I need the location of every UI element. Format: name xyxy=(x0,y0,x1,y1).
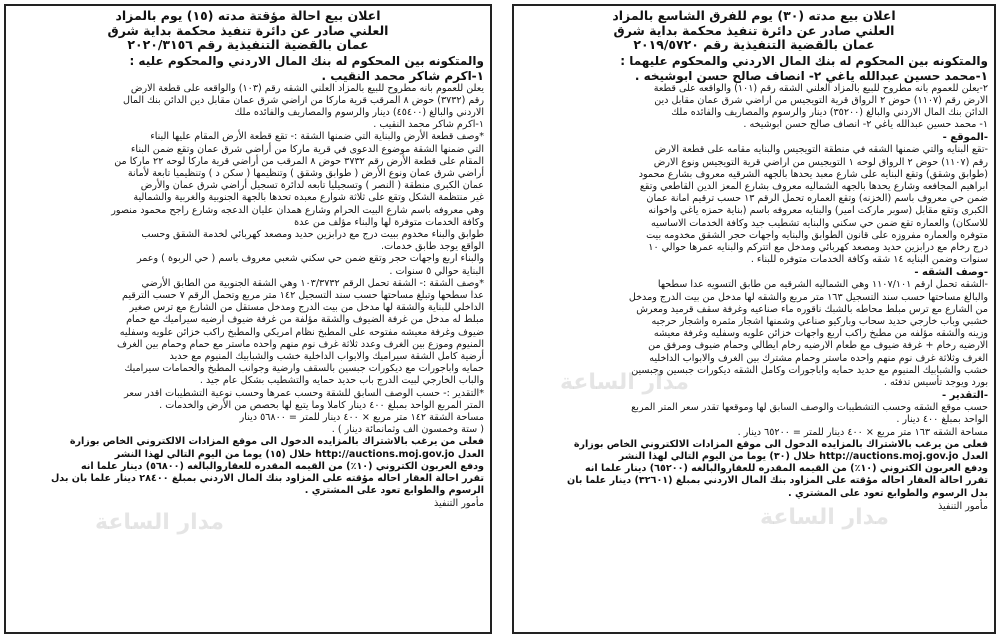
body-line: الدائن بنك المال الاردني والبالغ (٣٥٢٠٠) دينار والرسوم والمصاريف والفائده ملك xyxy=(671,106,988,118)
notice-title-line: العلني صادر عن دائرة تنفيذ محكمة بداية شرق xyxy=(107,22,389,38)
body-line: عدا سطحها وتبلغ مساحتها حسب سند التسجيل ١٤٢ متر مربع وتحمل الرقم ٧ حسب الترقيم xyxy=(122,289,484,301)
right-notice xyxy=(512,4,996,634)
body-line: -الشقه تحمل ارقم ١١٠٧/١٠١ وهي الشماليه الشرقيه من طابق التسويه عدا سطحها xyxy=(657,279,988,291)
closing-line: العدل http://auctions.moj.gov.jo خلال (٣٠) يوما من اليوم التالي لهذا النشر xyxy=(618,450,988,462)
body-line: *التقدير :- حسب الوصف السابق للشقة وحسب عمرها وحسب نوعية التشطيبات اقدر سعر xyxy=(124,387,484,399)
body-line: الكبرى وتقع مقابل (سوبر ماركت امير) والبنايه معروفه باسم (بناية حمزه ياغي واخوانه xyxy=(648,205,988,217)
notice-title-line: العلني صادر عن دائرة تنفيذ محكمة بداية شرق xyxy=(613,22,895,38)
body-line: خشبي وباب خارجي حديد سحاب وباركيو صناعي وشمنها اشجار مثمره واشجار حرجيه xyxy=(651,315,988,327)
closing-line: تقرر احالة العقار احاله مؤقته على المزاود بنك المال الاردني بمبلغ ٢٨٤٠٠ دينار علما بان بدل xyxy=(50,473,484,484)
body-line: الارضيه رخام + غرفة ضيوف مع طعام الارضيه رخام ايطالي وحمام ضيوف ومرفق من xyxy=(648,340,988,352)
body-line: حسب موقع الشقه وحسب التشطيبات والوصف السابق لها وموقعها تقدر سعر المتر المربع xyxy=(631,402,988,414)
parties-line: والمتكونه بين المحكوم له بنك المال الاردني والمحكوم عليه : xyxy=(129,53,484,68)
body-line: الداخلي للبناية والشقة لها مدخل من بيت الدرج ومدخل مستقل من الشارع مع ترس صغير xyxy=(129,302,484,314)
parties-names: ١-محمد حسين عبدالله ياغي ٢- انصاف صالح حسن ابوشيخه . xyxy=(634,68,988,83)
body-line: من الشارع مع ترس مبلط محاطه بالشبك ناقوره ماء صناعيه وغرفة سقف قرميد ومعرش xyxy=(636,303,988,315)
body-line: مساحة الشقه ١٦٣ متر مربع × ٤٠٠ دينار للمتر = ٦٥٢٠٠ دينار . xyxy=(737,426,988,438)
body-line: ضمن حي معروف باسم (الخزنه) وتقع العماره تحمل الرقم ١٣ حسب ترقيم امانة عمان xyxy=(646,193,988,205)
body-line: عمان الكبرى منطقة ( النصر ) وتسجيليا تابعه لدائرة تسجيل أراضي شرق عمان والأرض xyxy=(140,180,484,192)
body-line: *وصف الشقة :- الشقة تحمل الرقم ١٠٣/٣٧٣٢ وهي الشقة الجنوبية من الطابق الأرضي xyxy=(141,277,484,289)
notice-title-line: اعلان بيع مدته (٣٠) يوم للفرق الشاسع بالمزاد xyxy=(612,8,896,23)
body-line: ضيوف وغرفة معيشه مفتوحه على المطبخ نظام امريكي والمطبخ راكب خزائن علويه وسفليه xyxy=(119,326,484,338)
body-line: ابراهيم المجافعه وشارع يحدها بالجهه الشماليه معروف بشارع المعز الدين القاطعي وتقع xyxy=(639,180,988,192)
body-line: الاردني والبالغ (٤٥٤٠٠) دينار والرسوم والمصاريف والفائده ملك xyxy=(234,106,484,118)
left-notice xyxy=(4,4,492,634)
body-line: الواحد بمبلغ ٤٠٠ دينار . xyxy=(896,414,988,426)
body-line: للاسكان) والعماره تقع ضمن حي سكني والبنايه تشطيب جيد وكافة الخدمات الاساسيه xyxy=(651,217,988,229)
parties-line: والمتكونه بين المحكوم له بنك المال الاردني والمحكوم عليهما : xyxy=(620,53,988,68)
body-line: درج رخام مع درابزين حديد ومصعد كهربائي ومدخل مع اتتركم والبنايه عمرها حوالي ١٠ xyxy=(648,241,988,253)
body-line: خشب والشبابيك المنيوم مع حديد حمايه واباجورات وكامل الشقه ديكورات جبسين وجبسين xyxy=(631,364,988,376)
body-line: المتر المربع الواحد بمبلغ ٤٠٠ دينار كاملا وما يتبع لها بحصص من الأرض والخدمات . xyxy=(159,399,484,411)
closing-line: الرسوم والطوابع تعود على المشتري . xyxy=(304,485,484,497)
body-line: وهي معروفه باسم شارع البيت الحرام وشارع همدان عليان الدعجه وشارع راجح محمود منصور xyxy=(111,204,484,216)
closing-line: تقرر احالة العقار احاله مؤقته على المزاود بنك المال الاردني بمبلغ (٣٢٦٠١) دينار علما بان xyxy=(567,475,988,487)
body-line: بورد ويوجد تأسيس تدفئه . xyxy=(883,376,988,388)
body-line: الارض رقم (١١٠٧) حوض ٢ الرواق قرية التويجيس من اراضي شرق عمان مقابل دين xyxy=(654,94,988,106)
body-line: والبناء اربع واجهات حجر وتقع ضمن حي سكني شعبي معروف باسم ( حي الربوة ) وعمر xyxy=(136,253,484,265)
notice-title-line: عمان بالقضية التنفيذية رقم ٢٠١٩/٥٧٢٠ xyxy=(633,37,875,52)
body-line: المنيوم وموزع بين الغرف وعدد ثلاثة غرف نوم منهم واحده ماستر مع حمام وحمام بين الغرف xyxy=(117,338,484,350)
watermark: مدار الساعة xyxy=(760,505,890,530)
closing-line: فعلى من يرغب بالاشتراك بالمزايده الدخول الى موقع المزادات الالكتروني الخاص بوزارة xyxy=(573,438,988,450)
body-line: متوفره والعماره مفروزه على قانون الطوابق والبنايه واجهات حجر الشقق مخدومه بيت xyxy=(646,229,988,241)
notice-title-line: اعلان بيع احالة مؤقتة مدته (١٥) يوم بالمزاد xyxy=(115,8,381,23)
body-line: وكافة الخدمات متوفرة لها والبناء مؤلف من عدة xyxy=(294,216,484,228)
watermark: مدار الساعة xyxy=(95,510,225,535)
closing-line: ودفع العربون الكتروني (١٠٪) من القيمه المقدره للعقاروالبالغه (٦٥٢٠٠) دينار علما انه xyxy=(584,463,988,475)
body-line: ( ستة وخمسون الف وثمانمائة دينار ) . xyxy=(331,424,484,436)
body-line: (طوابق وشقق) وتقع البنايه على شارع معبد يحدها بالجهه الشرقيه معروف بشارع محمود xyxy=(638,168,988,180)
body-line: أرضية كامل الشقة سيراميك والابواب الداخلية خشب والشبابيك المنيوم مع حديد xyxy=(169,350,484,362)
body-line: -تقع البنايه والتي ضمنها الشقه في منطقة التويجيس والبنايه مقامه على قطعة الارض xyxy=(654,144,988,156)
body-line: أراضي شرق عمان ونوع الأرض ( طوابق وشقق ) وتنظيمها ( سكن د ) وتنظيميا تابعة لأمانة xyxy=(127,167,484,179)
body-line: ٢-يعلن للعموم بانه مطروح للبيع بالمزاد العلني الشقه رقم (١٠١) والواقعه على قطعة xyxy=(653,82,988,94)
body-line: يعلن للعموم بانه مطروح للبيع بالمزاد العلني الشقه رقم (١٠٣) والواقعه على قطعة الارض xyxy=(130,82,484,94)
signature: مأمور التنفيذ xyxy=(433,498,484,510)
body-line: الغرف وثلاثة غرف نوم منهم واحده ماستر وحمام مشترك بين الغرف والابواب الداخليه xyxy=(649,352,988,364)
closing-line: ودفع العربون الكتروني (١٠٪) من القيمه المقدره للعقاروالبالغه (٥٦٨٠٠) دينار علما انه xyxy=(80,460,484,472)
parties-names: ١-اكرم شاكر محمد النقيب . xyxy=(321,68,484,83)
body-line: ١-اكرم شاكر محمد النقيب . xyxy=(373,119,484,131)
section-heading: -الموقع - xyxy=(942,132,988,144)
body-line: والبالغ مساحتها حسب سند التسجيل ١٦٣ متر مربع والشقه لها مدخل من بيت الدرج ومدخل xyxy=(628,291,988,303)
body-line: غير منتظمة الشكل وتقع على ثلاثة شوارع معبده تحدها بالجهة الجنوبية والغربية والشمالية xyxy=(133,192,484,204)
body-line: مبلط له مدخل من غرفة الضيوف والشقة مؤلفة من غرفة ضيوف ارضيه سيراميك مع حمام xyxy=(126,314,484,326)
section-heading: -التقدير - xyxy=(942,390,988,402)
watermark: مدار الساعة xyxy=(560,370,690,395)
section-heading: -وصف الشقه - xyxy=(914,267,988,279)
body-line: سنوات وضمن البنايه ١٤ شقه وكافة الخدمات متوفره للبناء . xyxy=(750,254,988,266)
body-line: رقم (٣٧٣٢) حوض ٨ المرقب قرية ماركا من اراضي شرق عمان مقابل دين الدائن بنك المال xyxy=(122,94,484,106)
body-line: وزينه والشقه مؤلفه من مطبخ راكب اربع واجهات خزائن علويه وسفليه وغرفة معيشه xyxy=(653,328,988,340)
body-line: البناية حوالي ٥ سنوات . xyxy=(389,265,484,277)
closing-line: العدل http://auctions.moj.gov.jo خلال (١٥) يوما من اليوم التالي لهذا النشر xyxy=(114,448,484,460)
body-line: حمايه واباجورات مع ديكورات جبسين بالسقف وارضية وجوانب المطبخ والحمامات سيراميك xyxy=(124,363,484,375)
body-line: التي ضمنها الشقة موضوع الدعوى في قرية ماركا من أراضي شرق عمان وتقع ضمن البناء xyxy=(130,143,484,155)
body-line: والباب الخارجي لبيت الدرج باب حديد حمايه والتشطيب بشكل عام جيد . xyxy=(199,375,484,387)
body-line: الواقع يوجد طابق خدمات. xyxy=(381,241,484,253)
body-line: المقام على قطعة الأرض رقم ٣٧٣٢ حوض ٨ المرقب من أراضي قرية ماركا لوحه ٢٢ ماركا من xyxy=(114,155,484,167)
body-line: مساحة الشقة ١٤٢ متر مربع × ٤٠٠ دينار للمتر = ٥٦٨٠٠ دينار xyxy=(239,411,484,423)
signature: مأمور التنفيذ xyxy=(937,500,988,512)
body-line: *وصف قطعة الأرض والبناية التي ضمنها الشقة :- تقع قطعة الأرض المقام عليها البناء xyxy=(150,131,484,143)
closing-line: بدل الرسوم والطوابع تعود على المشتري . xyxy=(787,487,988,499)
body-line: ١- محمد حسين عبدالله ياغي ٢- انصاف صالح حسن ابوشيخه . xyxy=(743,119,988,131)
body-line: طوابق والبناء مخدوم ببيت درج مع درابزين حديد ومصعد كهربائي لخدمة الشقق وحسب xyxy=(141,228,484,240)
body-line: رقم (١١٠٧) حوض ٢ الرواق لوحه ١ التويجيس من اراضي قرية التويجيس ونوع الارض xyxy=(653,156,988,168)
notice-title-line: عمان بالقضية التنفيذية رقم ٢٠٢٠/٣١٥٦ xyxy=(127,37,369,52)
closing-line: فعلى من يرغب بالاشتراك بالمزايده الدخول الى موقع المزادات الالكتروني الخاص بوزارة xyxy=(69,436,484,448)
